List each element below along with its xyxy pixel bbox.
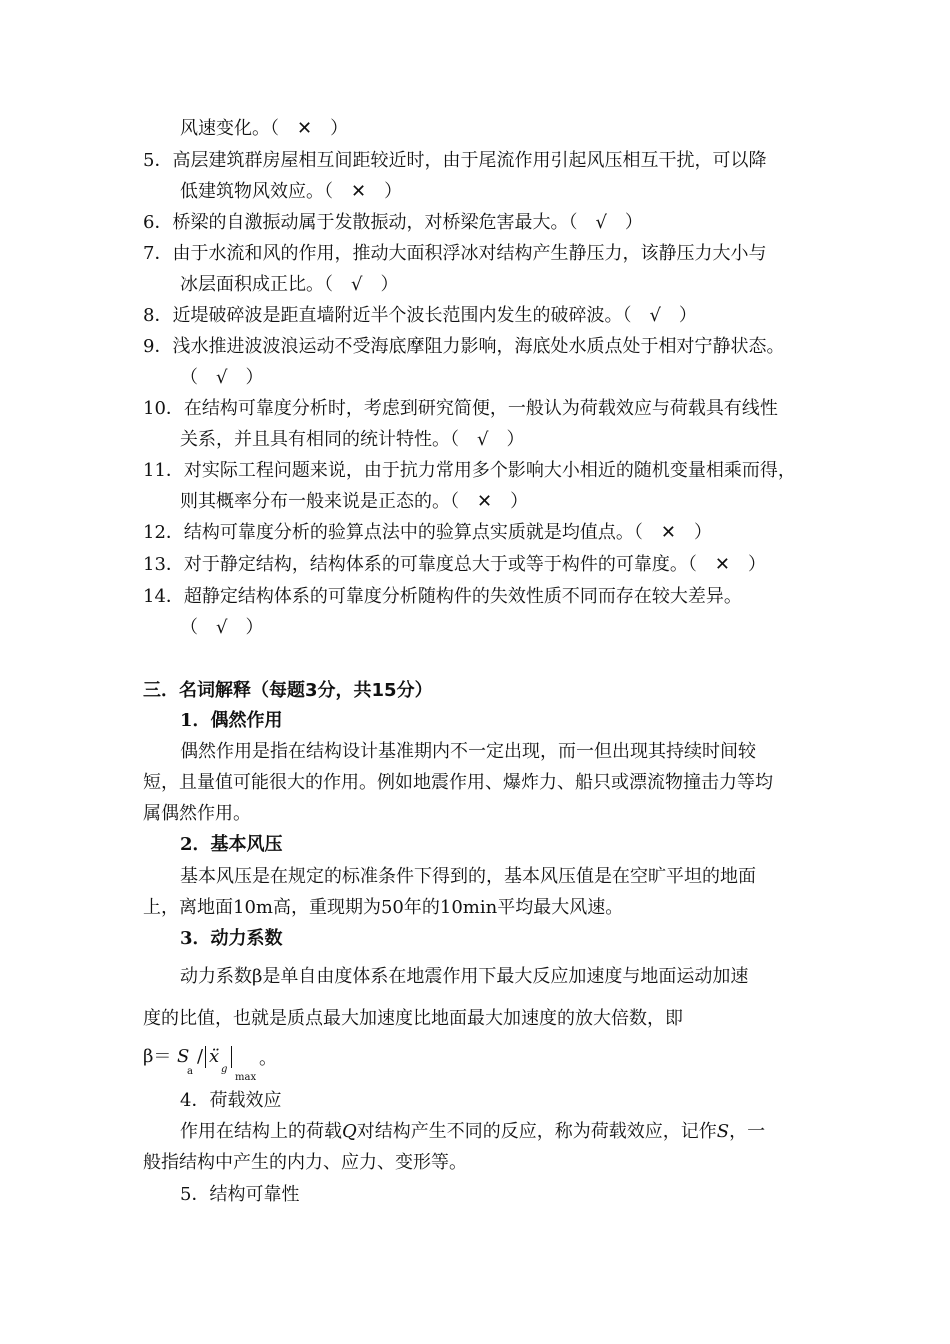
term-2-title: 2．基本风压 (180, 834, 283, 855)
term-4-s: S (716, 1121, 730, 1142)
formula-sub-g: g (221, 1064, 228, 1075)
formula-sub-max: max (235, 1072, 257, 1083)
term-4-text-a: 作用在结构上的荷载 (180, 1121, 342, 1142)
q10-line2: 关系，并且具有相同的统计特性。（ √ ） (180, 429, 525, 450)
q9-line2: （ √ ） (180, 367, 264, 388)
q13-line: 13．对于静定结构，结构体系的可靠度总大于或等于构件的可靠度。（ ✕ ） (143, 554, 766, 575)
q12-line: 12．结构可靠度分析的验算点法中的验算点实质就是均值点。（ ✕ ） (143, 522, 712, 543)
section-title: 三．名词解释（每题3分，共15分） (143, 680, 433, 701)
term-1-title: 1．偶然作用 (180, 710, 283, 731)
q6-line: 6．桥梁的自激振动属于发散振动，对桥梁危害最大。（ √ ） (143, 212, 643, 233)
term-3-def-line1: 动力系数β是单自由度体系在地震作用下最大反应加速度与地面运动加速 (180, 966, 749, 987)
beta-formula (143, 1046, 277, 1086)
q14-line1: 14．超静定结构体系的可靠度分析随构件的失效性质不同而存在较大差异。 (143, 586, 742, 607)
term-4-text-b: 对结构产生不同的反应，称为荷载效应，记作 (356, 1121, 717, 1142)
term-4-def-line2: 般指结构中产生的内力、应力、变形等。 (143, 1152, 467, 1173)
term-1-def-line3: 属偶然作用。 (143, 803, 251, 824)
q5-line1: 5．高层建筑群房屋相互间距较近时，由于尾流作用引起风压相互干扰，可以降 (143, 150, 767, 171)
q11-line2: 则其概率分布一般来说是正态的。（ ✕ ） (180, 491, 529, 512)
term-2-def-line2: 上，离地面10m高，重现期为50年的10min平均最大风速。 (143, 897, 624, 918)
formula-bar-left (205, 1046, 206, 1068)
q14-line2: （ √ ） (180, 617, 264, 638)
term-3-title: 3．动力系数 (180, 928, 283, 949)
term-4-def-line1 (180, 1121, 765, 1143)
q10-line1: 10．在结构可靠度分析时，考虑到研究简便，一般认为荷载效应与荷载具有线性 (143, 398, 778, 419)
term-2-def-line1: 基本风压是在规定的标准条件下得到的，基本风压值是在空旷平坦的地面 (180, 866, 756, 887)
q4-line2: 风速变化。（ ✕ ） (180, 118, 349, 139)
formula-sub-a: a (187, 1066, 193, 1077)
q8-line: 8．近堤破碎波是距直墙附近半个波长范围内发生的破碎波。（ √ ） (143, 305, 697, 326)
q9-line1: 9．浅水推进波波浪运动不受海底摩阻力影响，海底处水质点处于相对宁静状态。 (143, 336, 785, 357)
formula-s: S (177, 1046, 190, 1067)
term-5-title: 5．结构可靠性 (180, 1184, 300, 1205)
term-1-def-line1: 偶然作用是指在结构设计基准期内不一定出现，而一但出现其持续时间较 (180, 741, 756, 762)
q7-line1: 7．由于水流和风的作用，推动大面积浮冰对结构产生静压力，该静压力大小与 (143, 243, 767, 264)
term-4-q: Q (342, 1121, 357, 1142)
formula-end: 。 (259, 1048, 277, 1069)
q7-line2: 冰层面积成正比。（ √ ） (180, 274, 399, 295)
term-3-def-line2: 度的比值，也就是质点最大加速度比地面最大加速度的放大倍数，即 (143, 1008, 683, 1029)
formula-beta: β＝ (143, 1046, 172, 1067)
q5-line2: 低建筑物风效应。（ ✕ ） (180, 181, 403, 202)
term-4-text-c: ，一 (729, 1121, 766, 1142)
term-1-def-line2: 短，且量值可能很大的作用。例如地震作用、爆炸力、船只或漂流物撞击力等均 (143, 772, 773, 793)
q11-line1: 11．对实际工程问题来说，由于抗力常用多个影响大小相近的随机变量相乘而得， (143, 460, 796, 481)
formula-bar-right (231, 1046, 232, 1068)
formula-slash: / (197, 1046, 204, 1067)
term-4-title: 4．荷载效应 (180, 1090, 282, 1111)
formula-x: ẍ (209, 1046, 220, 1067)
